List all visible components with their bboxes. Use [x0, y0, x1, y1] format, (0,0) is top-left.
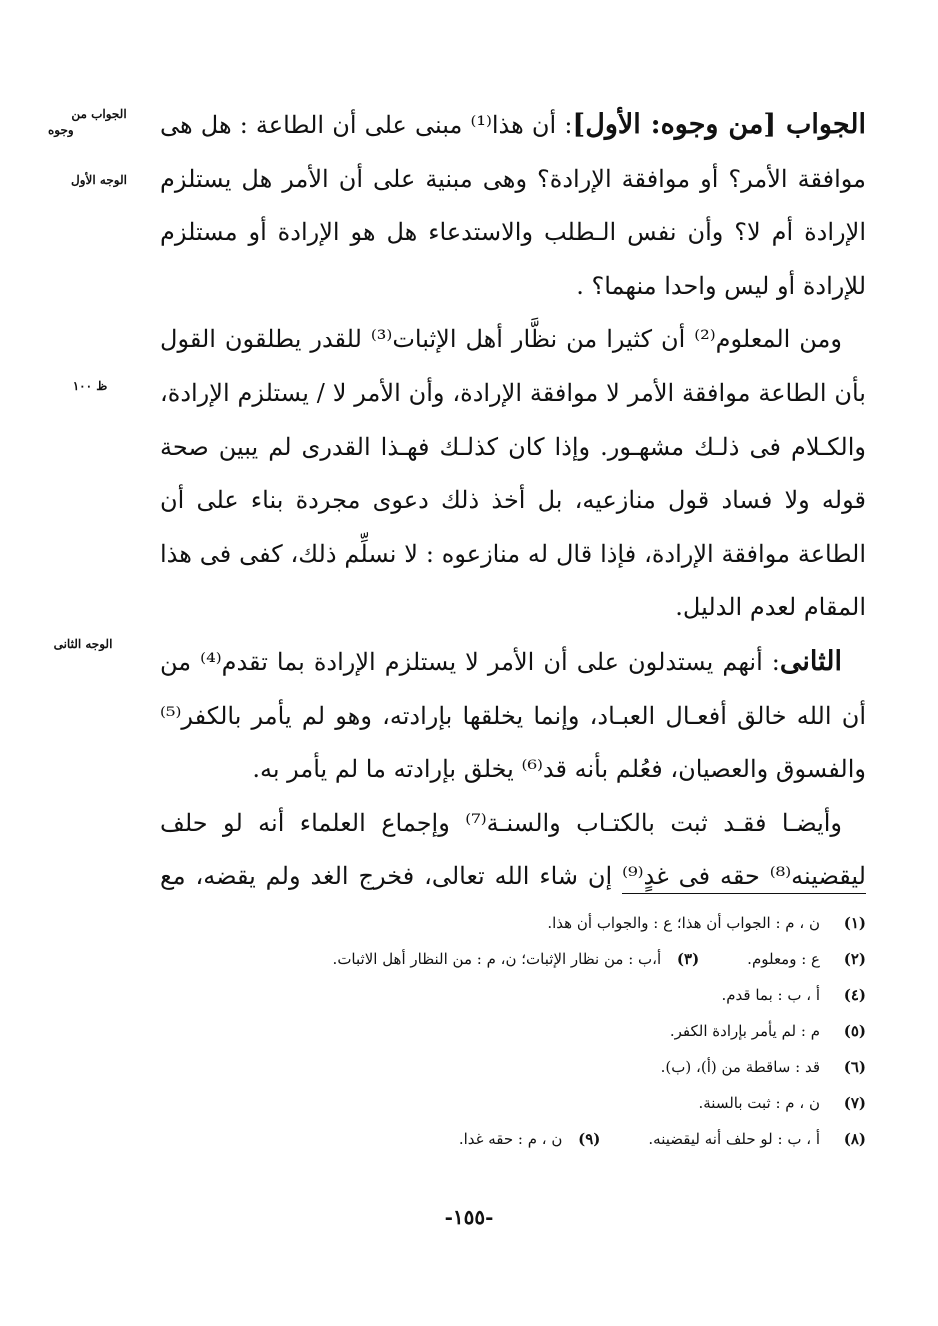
- footnote-number: (٩): [578, 1130, 601, 1148]
- footnote-text: أ ، ب : بما قدم.: [721, 986, 820, 1004]
- footnote-text: ن ، م : ثبت بالسنة.: [698, 1094, 820, 1112]
- paragraph-1-text: : أن هذا⁽¹⁾ مبنى على أن الطاعة : هل هى موافقة الأمر؟ أو موافقة الإرادة؟ وهى مبنية على أن الأمر هل يستلزم الإرادة أم لا؟ وأن نفس الـطلب والاستدعاء هل هو الإرادة أو مستلزم للإرادة أو ليس واحدا منهما؟ .: [160, 111, 866, 300]
- footnote-4: [150, 977, 866, 1013]
- paragraph-1-heading: الجواب [من وجوه: الأول]: [572, 109, 867, 140]
- footnote-number: (١): [843, 914, 866, 932]
- paragraph-3-text: : أنهم يستدلون على أن الأمر لا يستلزم الإرادة بما تقدم⁽⁴⁾ من أن الله خالق أفعـال العبـاد، وإنما يخلقها بإرادته، وهو لم يأمر بالكفر⁽⁵⁾ والفسوق والعصيان، فعُلم بأنه قد⁽⁶⁾ يخلق بإرادته ما لم يأمر به.: [160, 647, 866, 784]
- footnote-text: ن ، م : حقه غدا.: [458, 1130, 563, 1148]
- footnote-2-3: [150, 941, 866, 977]
- paragraph-2: ومن المعلوم⁽²⁾ أن كثيرا من نظَّار أهل الإثبات⁽³⁾ للقدر يطلقون القول بأن الطاعة موافقة الأمر لا موافقة الإرادة، وأن الأمر لا / يستلزم الإرادة، والكـلام فى ذلـك مشهـور. وإذا كان كذلـك فهـذا القدرى لم يبين صحة قوله ولا فساد قول منازعيه، بل أخذ ذلك دعوى مجردة بناء على أن الطاعة موافقة الإرادة، فإذا قال له منازعوه : لا نسلِّم ذلك، كفى فى هذا المقام لعدم الدليل.: [160, 325, 866, 622]
- footnote-text: أ،ب : من نظار الإثبات؛ ن، م : من النظار أهل الاثبات.: [332, 950, 662, 968]
- footnote-7: [150, 1085, 866, 1121]
- margin-note-answer-line1: الجواب من: [71, 107, 127, 121]
- footnotes: [150, 905, 866, 1157]
- footnote-number: (٥): [843, 1022, 866, 1040]
- margin-note-answer-line2: وجوه: [48, 123, 74, 137]
- margin-note-answer: [42, 106, 156, 138]
- footnote-6: [150, 1049, 866, 1085]
- page-number: -١٥٥-: [444, 1205, 494, 1229]
- paragraph-4: وأيضـا فقـد ثبت بالكتـاب والسنـة⁽⁷⁾ وإجماع العلماء أنه لو حلف ليقضينه⁽⁸⁾ حقه فى غدٍ⁽⁹⁾ إن شاء الله تعالى، فخرج الغد ولم يقضه، مع: [160, 808, 866, 891]
- footnote-number: (٨): [843, 1130, 866, 1148]
- footnote-text: ن ، م : الجواب أن هذا؛ ع : والجواب أن هذا.: [547, 914, 820, 932]
- footnote-1: [150, 905, 866, 941]
- footnote-number: (٢): [843, 950, 866, 968]
- footnote-8-9: [150, 1121, 866, 1157]
- paragraph-1: [160, 98, 866, 313]
- footnote-number: (٧): [843, 1094, 866, 1112]
- footnote-number: (٦): [843, 1058, 866, 1076]
- footnote-number: (٤): [843, 986, 866, 1004]
- paragraph-3: [160, 635, 866, 797]
- footnote-text: قد : ساقطة من (أ)، (ب).: [660, 1058, 820, 1076]
- margin-note-second-aspect: الوجه الثانى: [53, 637, 113, 651]
- main-text: [160, 98, 866, 904]
- footnote-text: أ ، ب : لو حلف أنه ليقضينه.: [648, 1130, 820, 1148]
- footnote-text: ع : ومعلوم.: [747, 950, 820, 968]
- footnote-5: [150, 1013, 866, 1049]
- margin-note-folio: ظ ١٠٠: [72, 379, 108, 393]
- footnote-divider: [622, 893, 866, 894]
- footnote-text: م : لم يأمر بإرادة الكفر.: [669, 1022, 820, 1040]
- footnote-number: (٣): [676, 950, 700, 968]
- paragraph-3-heading: الثانى: [779, 645, 842, 677]
- margin-note-first-aspect: الوجه الأول: [71, 173, 127, 187]
